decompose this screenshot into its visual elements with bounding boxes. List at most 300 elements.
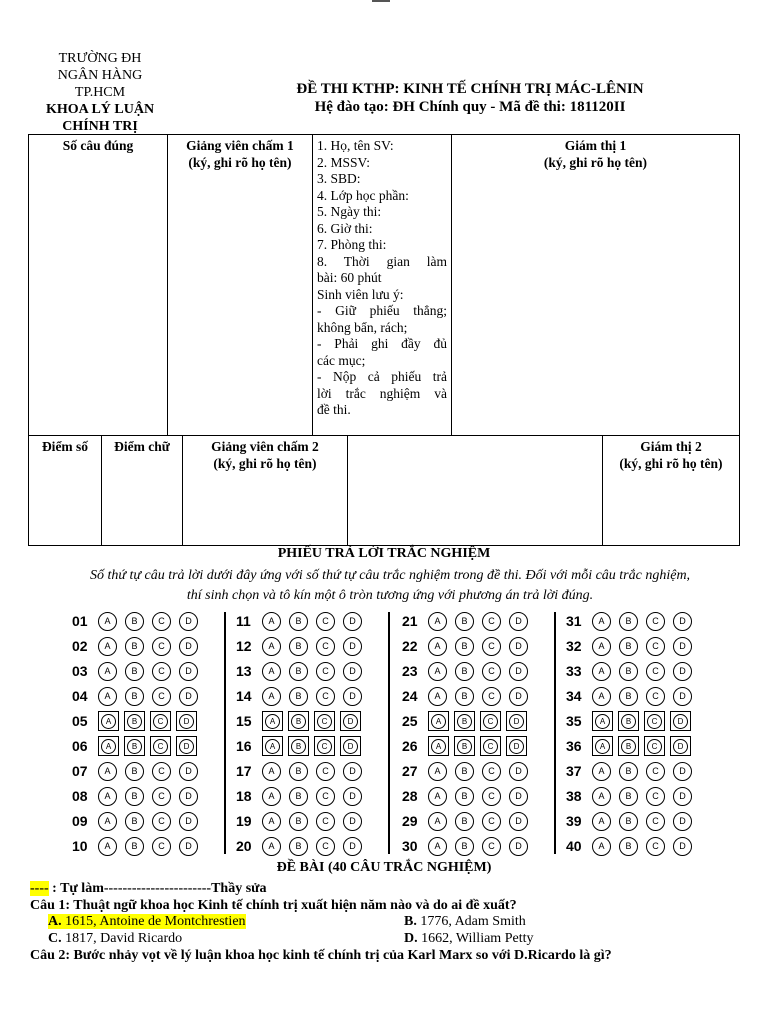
answer-row bbox=[236, 611, 370, 631]
column-separator bbox=[224, 612, 226, 854]
answer-row bbox=[402, 736, 532, 756]
answer-row bbox=[236, 711, 366, 731]
info-grid-bottom bbox=[28, 435, 740, 546]
answer-bubble-c[interactable]: C bbox=[316, 762, 335, 781]
answer-row bbox=[236, 686, 370, 706]
q1-option-c[interactable] bbox=[48, 930, 182, 947]
answer-bubble-b[interactable]: B bbox=[125, 787, 144, 806]
faculty-line1: KHOA LÝ LUẬN bbox=[45, 102, 155, 117]
answer-bubble-d[interactable] bbox=[340, 711, 361, 731]
answer-bubble-c[interactable]: C bbox=[152, 762, 171, 781]
legend-line bbox=[30, 880, 267, 897]
question-2: Câu 2: Bước nhảy vọt về lý luận khoa học kinh tế chính trị của Karl Marx so với D.Ricardo là gì? bbox=[30, 948, 612, 963]
answer-row bbox=[566, 836, 700, 856]
score-word-cell bbox=[102, 436, 183, 546]
question-number: 15 bbox=[236, 713, 252, 729]
question-number: 16 bbox=[236, 738, 252, 754]
answer-row bbox=[402, 686, 536, 706]
question-number: 11 bbox=[236, 613, 251, 629]
bubble-letter: A bbox=[431, 714, 446, 729]
answer-row bbox=[566, 811, 700, 831]
answer-row bbox=[236, 811, 370, 831]
answer-bubble-c[interactable]: C bbox=[646, 662, 665, 681]
answer-bubble-c[interactable]: C bbox=[482, 662, 501, 681]
answer-bubble-a[interactable]: A bbox=[428, 762, 447, 781]
grader1-sub: (ký, ghi rõ họ tên) bbox=[188, 155, 292, 170]
answer-bubble-b[interactable]: B bbox=[125, 637, 144, 656]
answer-bubble-d[interactable]: D bbox=[179, 637, 198, 656]
answer-row bbox=[566, 786, 700, 806]
answer-bubble-d[interactable]: D bbox=[673, 612, 692, 631]
grader2-title: Giảng viên chấm 2 bbox=[211, 439, 319, 454]
bubble-letter: D bbox=[673, 739, 688, 754]
answer-bubble-a[interactable]: A bbox=[592, 662, 611, 681]
info-grid-top bbox=[28, 134, 740, 436]
answer-bubble-b[interactable]: B bbox=[455, 612, 474, 631]
answer-bubble-d[interactable]: D bbox=[509, 662, 528, 681]
question-number: 14 bbox=[236, 688, 252, 704]
answer-bubble-a[interactable]: A bbox=[98, 837, 117, 856]
score-word-label: Điểm chữ bbox=[114, 439, 170, 454]
answer-bubble-a[interactable]: A bbox=[262, 837, 281, 856]
answer-bubble-c[interactable]: C bbox=[646, 812, 665, 831]
answer-bubble-d[interactable]: D bbox=[509, 812, 528, 831]
answer-bubble-b[interactable]: B bbox=[289, 837, 308, 856]
bubble-letter: B bbox=[291, 714, 306, 729]
answer-row bbox=[566, 711, 696, 731]
answer-bubble-a[interactable]: A bbox=[592, 812, 611, 831]
question-number: 37 bbox=[566, 763, 582, 779]
answer-bubble-d[interactable]: D bbox=[673, 662, 692, 681]
student-info-line: 4. Lớp học phần: bbox=[317, 187, 409, 203]
bubble-letter: B bbox=[457, 714, 472, 729]
answer-bubble-b[interactable]: B bbox=[619, 662, 638, 681]
answer-bubble-d[interactable]: D bbox=[343, 662, 362, 681]
answer-bubble-d[interactable]: D bbox=[509, 787, 528, 806]
column-separator bbox=[554, 612, 556, 854]
answer-bubble-c[interactable]: C bbox=[482, 837, 501, 856]
answer-row bbox=[236, 836, 370, 856]
answer-row bbox=[72, 661, 206, 681]
proctor1-title: Giám thị 1 bbox=[564, 138, 627, 153]
student-info-line: lời trắc nghiệm và bbox=[317, 385, 447, 401]
bubble-letter: D bbox=[179, 739, 194, 754]
bubble-letter: B bbox=[621, 739, 636, 754]
answer-row bbox=[566, 761, 700, 781]
bubble-letter: A bbox=[595, 714, 610, 729]
answer-bubble-d[interactable] bbox=[506, 736, 527, 756]
answer-bubble-d[interactable]: D bbox=[179, 687, 198, 706]
bubble-letter: A bbox=[101, 714, 116, 729]
answer-bubble-a[interactable]: A bbox=[262, 637, 281, 656]
answer-bubble-a[interactable]: A bbox=[262, 787, 281, 806]
answer-row bbox=[72, 736, 202, 756]
answer-row bbox=[402, 836, 536, 856]
answer-row bbox=[72, 711, 202, 731]
answer-bubble-d[interactable]: D bbox=[509, 612, 528, 631]
blank-cell bbox=[348, 436, 603, 546]
answer-row bbox=[402, 661, 536, 681]
bubble-letter: B bbox=[127, 739, 142, 754]
q1-c-label: C. bbox=[48, 931, 62, 946]
answer-bubble-a[interactable]: A bbox=[428, 837, 447, 856]
student-info-line: - Giữ phiếu thẳng; bbox=[317, 303, 447, 318]
answer-bubble-a[interactable] bbox=[592, 736, 613, 756]
answer-bubble-a[interactable] bbox=[262, 711, 283, 731]
answer-bubble-d[interactable]: D bbox=[179, 662, 198, 681]
answer-bubble-c[interactable]: C bbox=[152, 837, 171, 856]
answer-bubble-d[interactable]: D bbox=[343, 762, 362, 781]
answer-bubble-a[interactable]: A bbox=[262, 662, 281, 681]
answer-bubble-c[interactable] bbox=[314, 736, 335, 756]
answer-bubble-c[interactable] bbox=[150, 711, 171, 731]
answer-bubble-a[interactable]: A bbox=[428, 612, 447, 631]
answer-bubble-c[interactable]: C bbox=[482, 612, 501, 631]
q1-b-label: B. bbox=[404, 914, 417, 929]
answer-bubble-b[interactable]: B bbox=[289, 787, 308, 806]
answer-row bbox=[566, 736, 696, 756]
bubble-letter: C bbox=[647, 714, 662, 729]
answer-bubble-b[interactable]: B bbox=[455, 637, 474, 656]
question-number: 09 bbox=[72, 813, 88, 829]
answer-bubble-b[interactable]: B bbox=[619, 687, 638, 706]
answer-bubble-d[interactable]: D bbox=[343, 812, 362, 831]
grader2-cell bbox=[183, 436, 348, 546]
answer-bubble-b[interactable] bbox=[288, 736, 309, 756]
question-number: 20 bbox=[236, 838, 252, 854]
answer-row bbox=[236, 786, 370, 806]
answer-bubble-a[interactable]: A bbox=[428, 787, 447, 806]
answer-bubble-a[interactable] bbox=[428, 736, 449, 756]
answer-bubble-c[interactable]: C bbox=[316, 687, 335, 706]
part-title: ĐỀ BÀI (40 CÂU TRẮC NGHIỆM) bbox=[276, 860, 492, 875]
answer-row bbox=[236, 736, 366, 756]
answer-bubble-d[interactable] bbox=[670, 711, 691, 731]
school-line2: NGÂN HÀNG bbox=[57, 68, 143, 83]
answer-bubble-d[interactable] bbox=[340, 736, 361, 756]
question-number: 40 bbox=[566, 838, 582, 854]
answer-bubble-d[interactable]: D bbox=[343, 837, 362, 856]
faculty-line2: CHÍNH TRỊ bbox=[62, 119, 138, 134]
answer-bubble-b[interactable]: B bbox=[619, 612, 638, 631]
answer-bubble-c[interactable]: C bbox=[152, 687, 171, 706]
answer-bubble-d[interactable]: D bbox=[343, 637, 362, 656]
answer-bubble-d[interactable]: D bbox=[179, 787, 198, 806]
student-info-line: 2. MSSV: bbox=[317, 154, 371, 170]
answer-bubble-a[interactable]: A bbox=[262, 762, 281, 781]
answer-bubble-b[interactable]: B bbox=[289, 612, 308, 631]
answer-bubble-d[interactable]: D bbox=[179, 837, 198, 856]
answer-bubble-b[interactable]: B bbox=[619, 787, 638, 806]
answer-bubble-c[interactable]: C bbox=[482, 762, 501, 781]
answer-bubble-d[interactable]: D bbox=[509, 687, 528, 706]
answer-row bbox=[236, 761, 370, 781]
exam-title-block bbox=[240, 80, 700, 116]
answer-bubble-c[interactable]: C bbox=[482, 637, 501, 656]
question-number: 12 bbox=[236, 638, 252, 654]
answer-bubble-b[interactable]: B bbox=[125, 837, 144, 856]
answer-bubble-b[interactable] bbox=[618, 736, 639, 756]
grader1-title: Giảng viên chấm 1 bbox=[186, 138, 294, 153]
answer-bubble-d[interactable] bbox=[506, 711, 527, 731]
answer-bubble-a[interactable]: A bbox=[98, 637, 117, 656]
answer-bubble-b[interactable]: B bbox=[289, 637, 308, 656]
q1-c-text: 1817, David Ricardo bbox=[61, 931, 183, 946]
answer-bubble-d[interactable]: D bbox=[673, 787, 692, 806]
answer-bubble-a[interactable]: A bbox=[428, 637, 447, 656]
answer-bubble-a[interactable]: A bbox=[98, 687, 117, 706]
answer-bubble-d[interactable]: D bbox=[179, 762, 198, 781]
q1-d-text: 1662, William Petty bbox=[417, 931, 534, 946]
answer-bubble-a[interactable]: A bbox=[98, 612, 117, 631]
answer-bubble-c[interactable] bbox=[480, 736, 501, 756]
answer-row bbox=[402, 711, 532, 731]
answer-bubble-b[interactable]: B bbox=[455, 812, 474, 831]
question-number: 22 bbox=[402, 638, 418, 654]
answer-bubble-d[interactable]: D bbox=[179, 612, 198, 631]
answer-row bbox=[402, 761, 536, 781]
answer-bubble-c[interactable]: C bbox=[316, 612, 335, 631]
answer-bubble-a[interactable]: A bbox=[592, 687, 611, 706]
answer-bubble-a[interactable]: A bbox=[262, 612, 281, 631]
school-line1: TRƯỜNG ĐH bbox=[58, 51, 142, 66]
answer-bubble-d[interactable]: D bbox=[509, 637, 528, 656]
answer-bubble-d[interactable]: D bbox=[179, 812, 198, 831]
answer-sheet-note bbox=[30, 566, 750, 606]
bubble-letter: C bbox=[483, 714, 498, 729]
answer-bubble-b[interactable]: B bbox=[619, 837, 638, 856]
answer-bubble-c[interactable]: C bbox=[152, 612, 171, 631]
answer-bubble-c[interactable]: C bbox=[316, 637, 335, 656]
bubble-letter: A bbox=[595, 739, 610, 754]
answer-bubble-b[interactable]: B bbox=[125, 762, 144, 781]
question-number: 18 bbox=[236, 788, 252, 804]
answer-bubble-c[interactable]: C bbox=[152, 812, 171, 831]
question-number: 24 bbox=[402, 688, 418, 704]
answer-bubble-d[interactable]: D bbox=[673, 637, 692, 656]
answer-bubble-a[interactable]: A bbox=[428, 687, 447, 706]
answer-bubble-d[interactable]: D bbox=[673, 812, 692, 831]
answer-bubble-a[interactable]: A bbox=[428, 812, 447, 831]
question-number: 23 bbox=[402, 663, 418, 679]
bubble-letter: B bbox=[127, 714, 142, 729]
answer-bubble-d[interactable] bbox=[176, 736, 197, 756]
answer-bubble-a[interactable]: A bbox=[262, 687, 281, 706]
answer-bubble-c[interactable]: C bbox=[482, 787, 501, 806]
answer-bubble-b[interactable] bbox=[288, 711, 309, 731]
answer-bubble-c[interactable] bbox=[150, 736, 171, 756]
student-info-line: - Nộp cả phiếu trả bbox=[317, 369, 447, 384]
question-number: 34 bbox=[566, 688, 582, 704]
answer-bubble-c[interactable]: C bbox=[482, 687, 501, 706]
student-info-line: 8. Thời gian làm bbox=[317, 253, 447, 269]
question-number: 27 bbox=[402, 763, 418, 779]
bubble-letter: C bbox=[647, 739, 662, 754]
student-info-line: - Phải ghi đầy đủ bbox=[317, 336, 447, 351]
exam-subtitle: Hệ đào tạo: ĐH Chính quy - Mã đề thi: 181120II bbox=[314, 99, 626, 115]
question-number: 33 bbox=[566, 663, 582, 679]
answer-bubble-a[interactable]: A bbox=[428, 662, 447, 681]
answer-row bbox=[72, 636, 206, 656]
answer-row bbox=[72, 611, 206, 631]
answer-bubble-a[interactable]: A bbox=[262, 812, 281, 831]
answer-bubble-b[interactable]: B bbox=[125, 687, 144, 706]
question-number: 08 bbox=[72, 788, 88, 804]
answer-bubble-b[interactable]: B bbox=[125, 662, 144, 681]
answer-bubble-d[interactable] bbox=[176, 711, 197, 731]
answer-bubble-c[interactable]: C bbox=[646, 637, 665, 656]
answer-bubble-d[interactable]: D bbox=[673, 687, 692, 706]
student-info-line: 3. SBD: bbox=[317, 171, 361, 186]
bubble-letter: D bbox=[179, 714, 194, 729]
answer-bubble-a[interactable]: A bbox=[98, 787, 117, 806]
answer-row bbox=[402, 786, 536, 806]
answer-row bbox=[236, 661, 370, 681]
answer-sheet-title: PHIẾU TRẢ LỜI TRẮC NGHIỆM bbox=[277, 546, 491, 561]
answer-bubble-b[interactable]: B bbox=[125, 812, 144, 831]
bubble-letter: C bbox=[317, 739, 332, 754]
answer-bubble-c[interactable]: C bbox=[646, 687, 665, 706]
answer-bubble-c[interactable]: C bbox=[646, 762, 665, 781]
answer-bubble-c[interactable]: C bbox=[316, 662, 335, 681]
answer-bubble-d[interactable]: D bbox=[509, 762, 528, 781]
answer-row bbox=[72, 761, 206, 781]
q1-option-d[interactable] bbox=[404, 930, 533, 947]
answer-bubble-c[interactable]: C bbox=[646, 612, 665, 631]
answer-bubble-a[interactable]: A bbox=[98, 812, 117, 831]
legend-text: : Tự làm-----------------------Thầy sửa bbox=[48, 881, 267, 896]
student-info-list bbox=[313, 135, 451, 419]
answer-bubble-c[interactable] bbox=[480, 711, 501, 731]
answer-row bbox=[566, 611, 700, 631]
bubble-letter: A bbox=[265, 739, 280, 754]
answer-row bbox=[402, 611, 536, 631]
answer-bubble-b[interactable]: B bbox=[619, 762, 638, 781]
answer-bubble-b[interactable] bbox=[124, 736, 145, 756]
answer-bubble-d[interactable]: D bbox=[673, 837, 692, 856]
answer-bubble-b[interactable]: B bbox=[455, 662, 474, 681]
answer-bubble-c[interactable]: C bbox=[316, 787, 335, 806]
question-number: 02 bbox=[72, 638, 88, 654]
question-number: 25 bbox=[402, 713, 418, 729]
answer-bubble-b[interactable]: B bbox=[455, 787, 474, 806]
answer-bubble-c[interactable]: C bbox=[482, 812, 501, 831]
answer-bubble-c[interactable]: C bbox=[152, 787, 171, 806]
answer-bubble-a[interactable] bbox=[592, 711, 613, 731]
answer-bubble-b[interactable] bbox=[454, 736, 475, 756]
answer-bubble-d[interactable]: D bbox=[343, 787, 362, 806]
answer-bubble-c[interactable] bbox=[314, 711, 335, 731]
answer-bubble-b[interactable]: B bbox=[619, 812, 638, 831]
answer-bubble-d[interactable] bbox=[670, 736, 691, 756]
question-number: 28 bbox=[402, 788, 418, 804]
answer-bubble-c[interactable]: C bbox=[152, 637, 171, 656]
proctor1-cell bbox=[452, 135, 740, 436]
student-info-line: 1. Họ, tên SV: bbox=[317, 138, 394, 153]
answer-bubble-b[interactable]: B bbox=[289, 812, 308, 831]
answer-bubble-c[interactable]: C bbox=[646, 787, 665, 806]
score-num-label: Điểm số bbox=[41, 439, 89, 454]
answer-bubble-a[interactable] bbox=[428, 711, 449, 731]
bubble-letter: A bbox=[265, 714, 280, 729]
bubble-letter: A bbox=[431, 739, 446, 754]
answer-bubble-b[interactable] bbox=[618, 711, 639, 731]
answer-bubble-d[interactable]: D bbox=[343, 687, 362, 706]
answer-bubble-c[interactable]: C bbox=[646, 837, 665, 856]
answer-bubble-a[interactable] bbox=[98, 736, 119, 756]
answer-row bbox=[72, 836, 206, 856]
answer-bubble-a[interactable]: A bbox=[98, 662, 117, 681]
question-number: 35 bbox=[566, 713, 582, 729]
bubble-letter: D bbox=[673, 714, 688, 729]
grader1-cell bbox=[168, 135, 313, 436]
answer-bubble-b[interactable]: B bbox=[289, 662, 308, 681]
legend-mark: ---- bbox=[30, 881, 49, 896]
bubble-letter: B bbox=[621, 714, 636, 729]
answer-bubble-c[interactable] bbox=[644, 736, 665, 756]
correct-count-label: Số câu đúng bbox=[62, 138, 134, 153]
question-number: 36 bbox=[566, 738, 582, 754]
answer-bubble-a[interactable]: A bbox=[592, 837, 611, 856]
answer-bubble-b[interactable]: B bbox=[289, 687, 308, 706]
answer-bubble-b[interactable] bbox=[454, 711, 475, 731]
answer-bubble-a[interactable] bbox=[98, 711, 119, 731]
student-info-line: 5. Ngày thi: bbox=[317, 204, 382, 219]
bubble-letter: C bbox=[153, 739, 168, 754]
answer-bubble-a[interactable]: A bbox=[98, 762, 117, 781]
q1-a-text: 1615, Antoine de Montchrestien bbox=[61, 914, 246, 929]
proctor2-sub: (ký, ghi rõ họ tên) bbox=[619, 456, 723, 471]
question-number: 04 bbox=[72, 688, 88, 704]
answer-bubble-b[interactable]: B bbox=[455, 687, 474, 706]
question-number: 19 bbox=[236, 813, 252, 829]
bubble-letter: A bbox=[101, 739, 116, 754]
student-info-line: 7. Phòng thi: bbox=[317, 237, 387, 252]
answer-bubble-b[interactable]: B bbox=[455, 837, 474, 856]
answer-bubble-b[interactable]: B bbox=[455, 762, 474, 781]
q1-option-b[interactable] bbox=[404, 913, 526, 930]
answer-bubble-d[interactable]: D bbox=[509, 837, 528, 856]
bubble-letter: B bbox=[291, 739, 306, 754]
answer-bubble-a[interactable]: A bbox=[592, 612, 611, 631]
question-number: 07 bbox=[72, 763, 88, 779]
bubble-letter: D bbox=[509, 714, 524, 729]
answer-bubble-b[interactable]: B bbox=[289, 762, 308, 781]
answer-bubble-c[interactable]: C bbox=[316, 812, 335, 831]
answer-bubble-b[interactable]: B bbox=[619, 637, 638, 656]
top-mark bbox=[372, 0, 390, 2]
answer-bubble-c[interactable] bbox=[644, 711, 665, 731]
answer-bubble-a[interactable] bbox=[262, 736, 283, 756]
answer-bubble-b[interactable]: B bbox=[125, 612, 144, 631]
answer-row bbox=[72, 811, 206, 831]
score-num-cell bbox=[29, 436, 102, 546]
answer-bubble-a[interactable]: A bbox=[592, 637, 611, 656]
answer-bubble-b[interactable] bbox=[124, 711, 145, 731]
answer-row bbox=[402, 636, 536, 656]
answer-bubble-c[interactable]: C bbox=[152, 662, 171, 681]
answer-bubble-c[interactable]: C bbox=[316, 837, 335, 856]
q1-a-label: A. bbox=[48, 914, 62, 929]
q1-option-a[interactable] bbox=[48, 913, 246, 930]
answer-bubble-a[interactable]: A bbox=[592, 787, 611, 806]
answer-bubble-d[interactable]: D bbox=[343, 612, 362, 631]
bubble-letter: D bbox=[343, 714, 358, 729]
bubble-letter: B bbox=[457, 739, 472, 754]
answer-bubble-d[interactable]: D bbox=[673, 762, 692, 781]
answer-bubble-a[interactable]: A bbox=[592, 762, 611, 781]
answer-row bbox=[236, 636, 370, 656]
